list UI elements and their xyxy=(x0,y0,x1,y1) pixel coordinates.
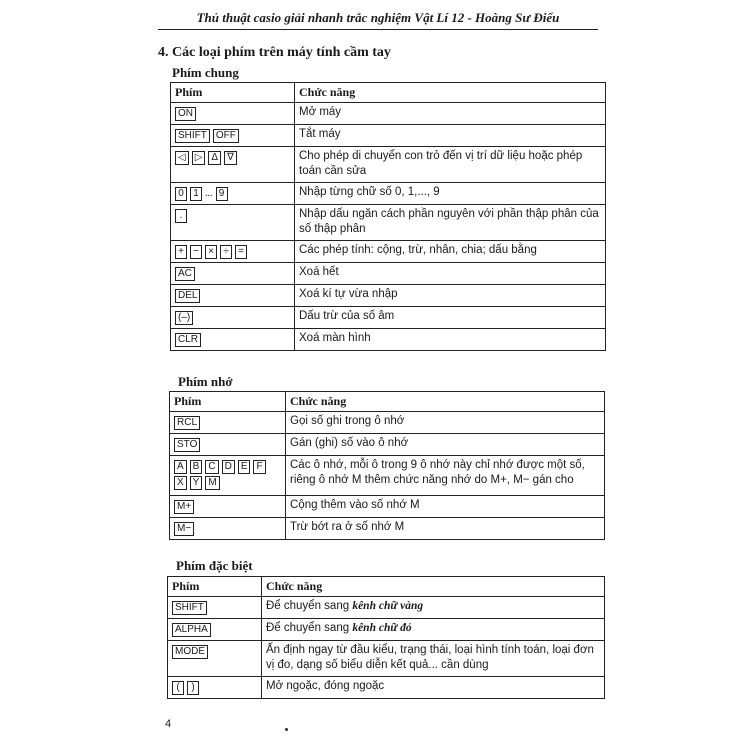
table-row xyxy=(171,263,606,285)
function-text: Để chuyển sang xyxy=(266,600,353,612)
key-label: CLR xyxy=(175,333,201,347)
key-cell xyxy=(171,285,295,307)
function-cell: Nhập từng chữ số 0, 1,..., 9 xyxy=(295,183,606,205)
key-label: × xyxy=(205,245,217,259)
function-cell: Trừ bớt ra ở số nhớ M xyxy=(286,518,605,540)
key-cell xyxy=(171,329,295,351)
key-label: ALPHA xyxy=(172,623,211,637)
function-cell: Mở máy xyxy=(295,103,606,125)
function-cell: Dấu trừ của số âm xyxy=(295,307,606,329)
key-label: DEL xyxy=(175,289,200,303)
function-cell xyxy=(262,619,605,641)
table-row xyxy=(171,103,606,125)
table-row xyxy=(171,329,606,351)
function-cell: Xoá màn hình xyxy=(295,329,606,351)
memory-keys-title: Phím nhớ xyxy=(178,374,233,389)
key-cell xyxy=(171,103,295,125)
key-cell xyxy=(171,263,295,285)
function-cell: Mở ngoặc, đóng ngoặc xyxy=(262,677,605,699)
key-label: X xyxy=(174,476,187,490)
function-cell: Xoá hết xyxy=(295,263,606,285)
table-header-row xyxy=(171,83,606,103)
key-label: − xyxy=(190,245,202,259)
table-row xyxy=(171,205,606,241)
function-cell: Nhập dấu ngăn cách phần nguyên với phần thập phân của số thập phân xyxy=(295,205,606,241)
key-cell xyxy=(170,434,286,456)
key-label: MODE xyxy=(172,645,208,659)
table-row xyxy=(171,307,606,329)
table-row xyxy=(170,496,605,518)
key-label: ( xyxy=(172,681,184,695)
table-row xyxy=(168,641,605,677)
page-header: Thủ thuật casio giải nhanh trắc nghiệm Vật Lí 12 - Hoàng Sư Điểu xyxy=(158,10,598,30)
key-label: A xyxy=(174,460,187,474)
key-label: ... xyxy=(205,188,213,199)
table-row xyxy=(168,619,605,641)
key-cell xyxy=(168,641,262,677)
table-row xyxy=(171,183,606,205)
key-label: SHIFT xyxy=(172,601,207,615)
key-label: E xyxy=(238,460,251,474)
special-keys-title: Phím đặc biệt xyxy=(176,558,253,573)
key-label: Δ xyxy=(208,151,221,165)
key-cell xyxy=(171,307,295,329)
col-func-header: Chức năng xyxy=(295,83,606,103)
function-emphasis: kênh chữ đỏ xyxy=(352,622,412,634)
col-key-header: Phím xyxy=(168,577,262,597)
page-dot xyxy=(285,728,288,731)
key-cell xyxy=(171,147,295,183)
key-label: (–) xyxy=(175,311,193,325)
key-cell xyxy=(171,241,295,263)
key-label: 9 xyxy=(216,187,228,201)
key-label: 0 xyxy=(175,187,187,201)
table-row xyxy=(171,285,606,307)
function-emphasis: kênh chữ vàng xyxy=(352,600,424,612)
table-row xyxy=(170,456,605,496)
col-key-header: Phím xyxy=(171,83,295,103)
key-label: ▷ xyxy=(192,151,206,165)
key-cell xyxy=(168,597,262,619)
function-cell: Các phép tính: cộng, trừ, nhân, chia; dấu bằng xyxy=(295,241,606,263)
key-label: ∇ xyxy=(224,151,237,165)
key-label: . xyxy=(175,209,187,223)
function-cell: Ấn định ngay từ đầu kiểu, trạng thái, loại hình tính toán, loại đơn vị đo, dạng số biểu diễn kết quả... cần dùng xyxy=(262,641,605,677)
general-keys-title: Phím chung xyxy=(172,65,239,80)
key-label: Y xyxy=(190,476,203,490)
function-cell: Gán (ghi) số vào ô nhớ xyxy=(286,434,605,456)
function-text: Để chuyển sang xyxy=(266,622,353,634)
key-cell xyxy=(171,183,295,205)
key-label: ON xyxy=(175,107,196,121)
key-label: 1 xyxy=(190,187,202,201)
key-label: D xyxy=(222,460,235,474)
key-label: ) xyxy=(187,681,199,695)
col-func-header: Chức năng xyxy=(262,577,605,597)
key-label: F xyxy=(253,460,265,474)
table-row xyxy=(171,147,606,183)
key-label: AC xyxy=(175,267,195,281)
key-label: SHIFT xyxy=(175,129,210,143)
function-cell: Cộng thêm vào số nhớ M xyxy=(286,496,605,518)
key-cell xyxy=(170,518,286,540)
table-row xyxy=(170,434,605,456)
key-label: RCL xyxy=(174,416,200,430)
key-label: OFF xyxy=(213,129,239,143)
page-number: 4 xyxy=(165,718,172,730)
key-label: = xyxy=(235,245,247,259)
key-cell xyxy=(170,412,286,434)
key-label: B xyxy=(190,460,203,474)
table-header-row xyxy=(168,577,605,597)
table-header-row xyxy=(170,392,605,412)
table-row xyxy=(168,597,605,619)
table-row xyxy=(170,518,605,540)
function-cell: Gọi số ghi trong ô nhớ xyxy=(286,412,605,434)
function-cell: Các ô nhớ, mỗi ô trong 9 ô nhớ này chỉ nhớ được một số, riêng ô nhớ M thêm chức năng nhớ do M+, M− gán cho xyxy=(286,456,605,496)
key-cell xyxy=(170,456,286,496)
key-cell xyxy=(168,677,262,699)
key-label: C xyxy=(205,460,218,474)
table-row xyxy=(168,677,605,699)
special-keys-table xyxy=(167,576,605,699)
key-label: M+ xyxy=(174,500,194,514)
key-cell xyxy=(171,205,295,241)
key-label: M xyxy=(205,476,219,490)
key-label: STO xyxy=(174,438,200,452)
function-cell: Tắt máy xyxy=(295,125,606,147)
table-row xyxy=(170,412,605,434)
key-cell xyxy=(168,619,262,641)
function-cell: Cho phép di chuyển con trỏ đến vị trí dữ liệu hoặc phép toán cần sửa xyxy=(295,147,606,183)
key-cell xyxy=(170,496,286,518)
memory-keys-table xyxy=(169,391,605,540)
section-title: 4. Các loại phím trên máy tính cầm tay xyxy=(158,45,391,60)
table-row xyxy=(171,241,606,263)
key-label: ◁ xyxy=(175,151,189,165)
key-label: + xyxy=(175,245,187,259)
general-keys-table xyxy=(170,82,606,351)
key-label: ÷ xyxy=(220,245,232,259)
col-key-header: Phím xyxy=(170,392,286,412)
col-func-header: Chức năng xyxy=(286,392,605,412)
key-label: M− xyxy=(174,522,194,536)
key-cell xyxy=(171,125,295,147)
function-cell: Xoá kí tự vừa nhập xyxy=(295,285,606,307)
function-cell xyxy=(262,597,605,619)
table-row xyxy=(171,125,606,147)
